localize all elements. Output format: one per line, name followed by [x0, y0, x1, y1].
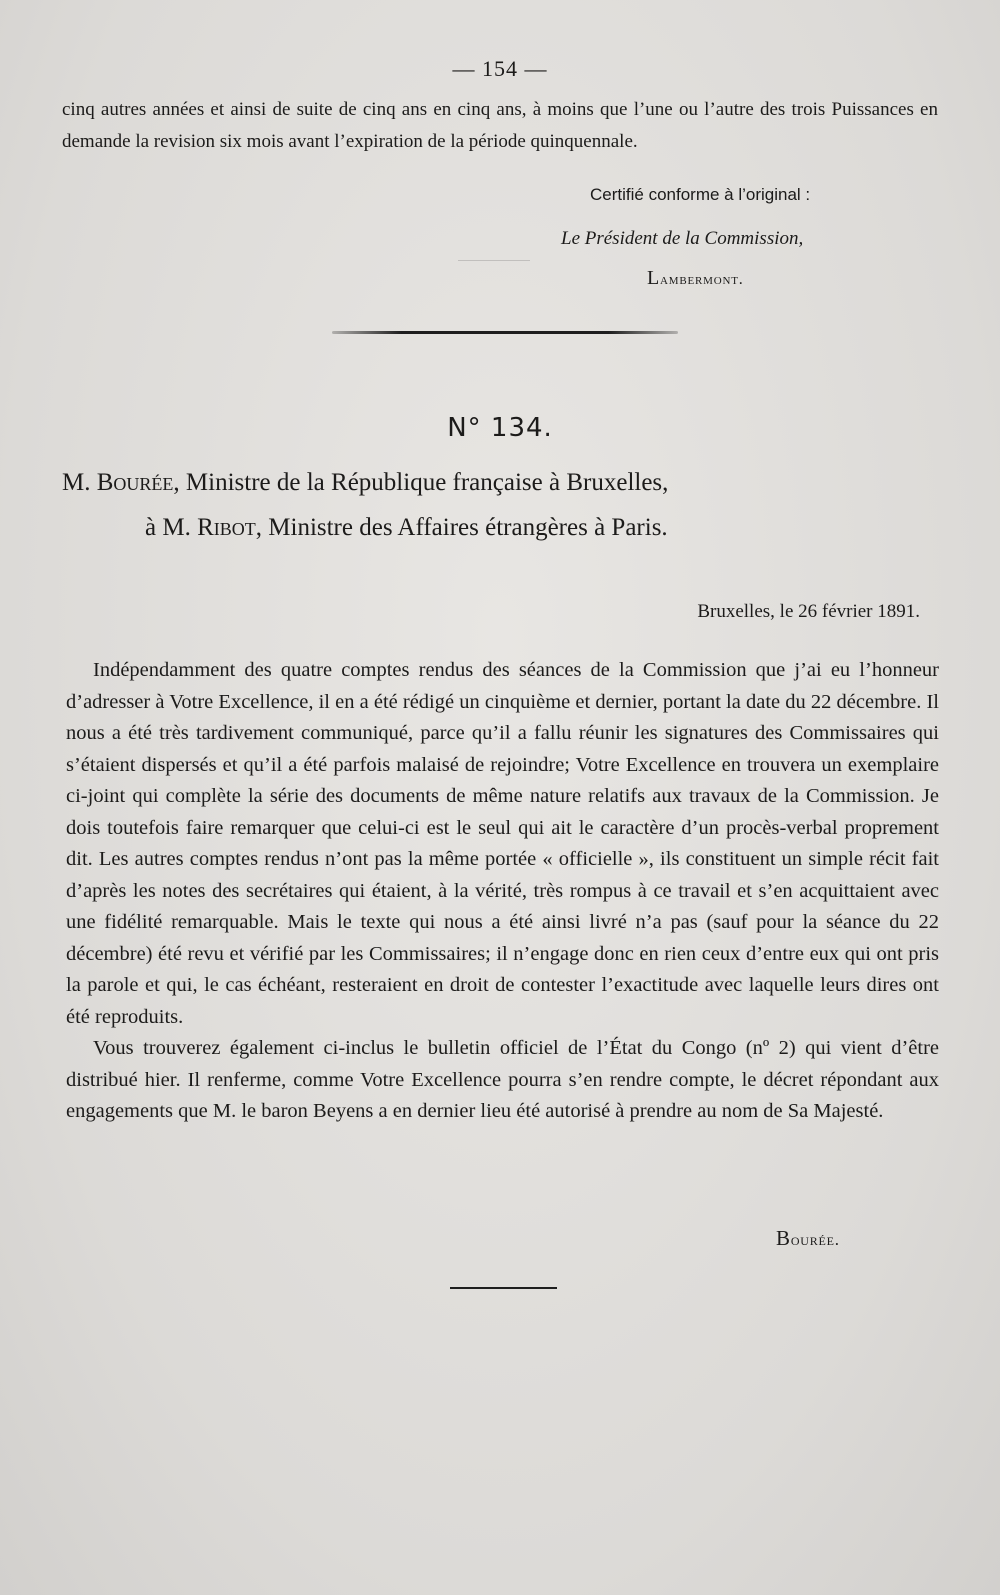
- sender-prefix: M.: [62, 469, 97, 496]
- signature-rest: ambermont.: [660, 271, 744, 288]
- certification-signature: [647, 267, 744, 290]
- certification-line: Certifié conforme à l’original :: [590, 185, 811, 204]
- continued-paragraph: cinq autres années et ainsi de suite de cinq ans en cinq ans, à moins que l’une ou l’autre des trois Puissances en demande la revision six mois avant l’expiration de la période quinquennale.: [62, 99, 938, 152]
- letter-signature-initial: B: [776, 1226, 791, 1250]
- document-number: N° 134.: [447, 413, 553, 443]
- recipient-line: [145, 514, 668, 542]
- recipient-name: ibot: [213, 514, 256, 541]
- page-number: — 154 —: [452, 56, 548, 81]
- faint-rule: [458, 260, 530, 261]
- signature-initial: L: [647, 267, 661, 289]
- body-paragraph-1: Indépendamment des quatre comptes rendus des séances de la Commission que j’ai eu l’honneur d’adresser à Votre Excellence, il en a été rédigé un cinquième et dernier, portant la date du 22 décembre. Il nous a été très tardivement communiqué, parce qu’il a fallu réunir les signatures des Commissaires qui s’étaient dispersés et qu’il a été parfois malaisé de rejoindre; Votre Excellence en trouvera un exemplaire ci-joint qui complète la série des documents de même nature relatifs aux travaux de la Commission. Je dois toutefois faire remarquer que celui-ci est le seul qui ait le caractère d’un procès-verbal proprement dit. Les autres comptes rendus n’ont pas la même portée « officielle », ils constituent un simple récit fait d’après les notes des secrétaires qui étaient, à la vérité, très rompus à ce travail et s’en acquittaient avec une fidélité remarquable. Mais le texte qui nous a été ainsi livré n’a pas (sauf pour la séance du 22 décembre) été revu et vérifié par les Commissaires; il n’engage donc en rien ceux d’entre eux qui ont pris la parole et qui, le cas échéant, resteraient en droit de contester l’exactitude avec laquelle leurs dires ont été reproduits.: [66, 659, 939, 1028]
- sender-initial: B: [96, 469, 114, 496]
- recipient-title: , Ministre des Affaires étrangères à Paris.: [255, 514, 668, 541]
- letter-signature-rest: ourée.: [790, 1230, 840, 1249]
- section-divider: [332, 331, 678, 334]
- letter-signature: [776, 1226, 840, 1251]
- end-rule: [450, 1287, 557, 1289]
- letter-body: [66, 655, 939, 1128]
- recipient-initial: R: [197, 514, 214, 541]
- certification-title: Le Président de la Commission,: [561, 228, 804, 249]
- sender-name: ourée: [113, 469, 174, 496]
- sender-line: [62, 469, 668, 497]
- sender-title: , Ministre de la République française à Bruxelles,: [173, 469, 669, 496]
- recipient-prefix: à M.: [145, 514, 198, 541]
- place-and-date: Bruxelles, le 26 février 1891.: [697, 601, 920, 622]
- body-paragraph-2: Vous trouverez également ci-inclus le bulletin officiel de l’État du Congo (nº 2) qui vient d’être distribué hier. Il renferme, comme Votre Excellence pourra s’en rendre compte, le décret répondant aux engagements que M. le baron Beyens a en dernier lieu été autorisé à prendre au nom de Sa Majesté.: [66, 1037, 939, 1122]
